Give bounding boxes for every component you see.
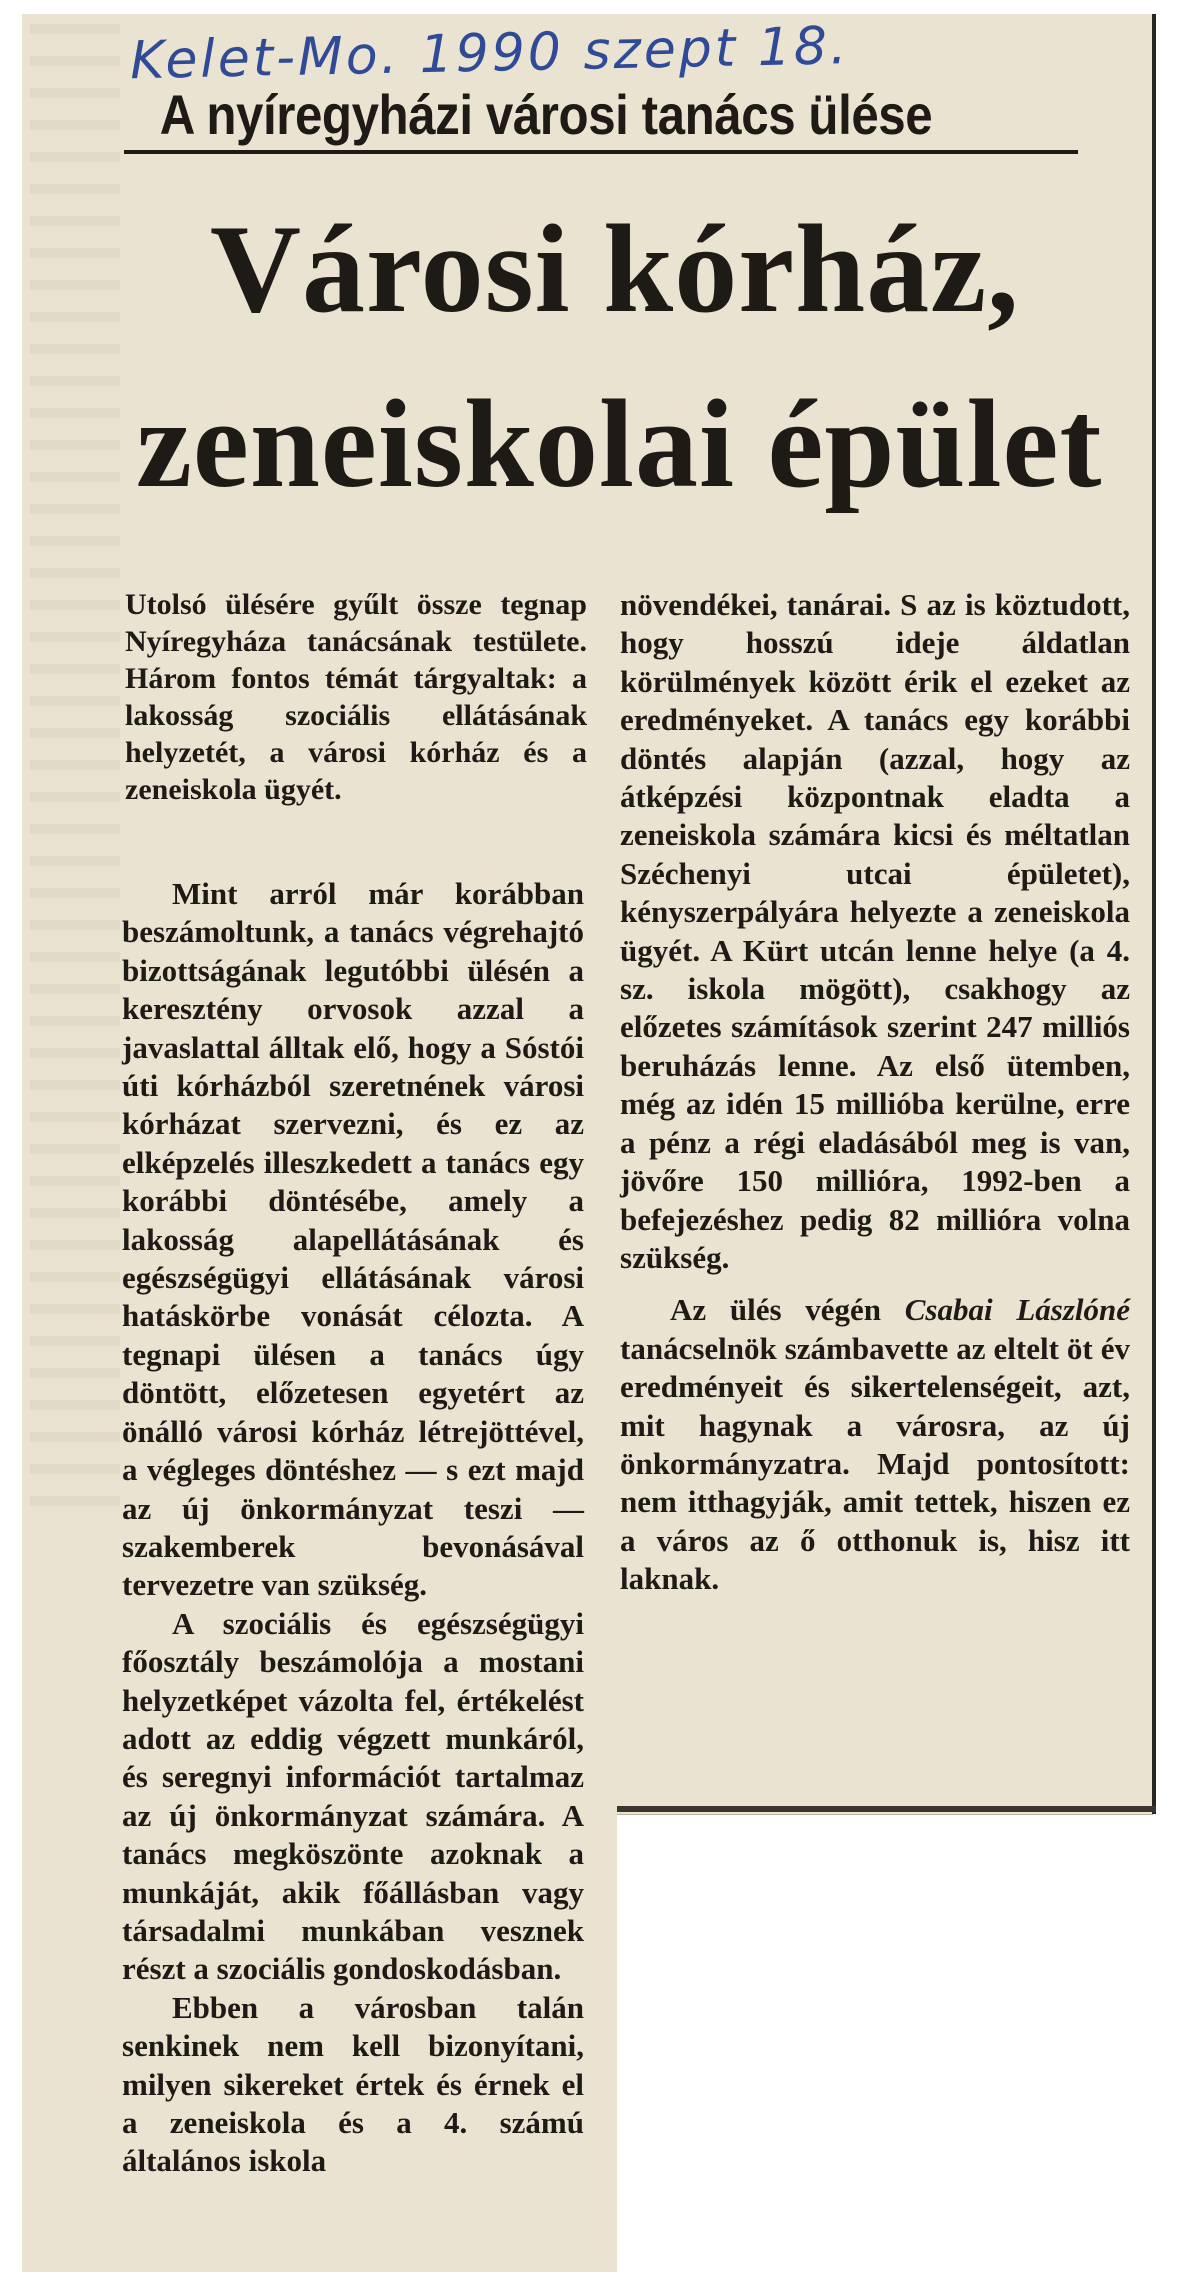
clipping-edge bbox=[617, 1806, 1156, 1812]
paragraph: növendékei, tanárai. S az is köztudott, hogy hosszú ideje áldatlan körülmények között érik el ezeket az eredményeket. A tanács egy korábbi döntés alapján (azzal, hogy az átképzési központnak eladta a zeneiskola számára kicsi és méltatlan Széchenyi utcai épületet), kényszerpályára helyezte a zeneiskola ügyét. A Kürt utcán lenne helye (a 4. sz. iskola mögött), csakhogy az előzetes számítások szerint 247 milliós beruházás lenne. Az első ütemben, még az idén 15 millióba kerülne, erre a pénz a régi eladásából meg is van, jövőre 150 millióra, 1992-ben a befejezéshez pedig 82 millióra volna szükség. bbox=[620, 587, 1130, 1275]
kicker-rule bbox=[124, 150, 1078, 154]
paragraph: Mint arról már korábban beszámoltunk, a tanács végrehajtó bizottságának legutóbbi ülésén a keresztény orvosok azzal a javaslattal álltak elő, hogy a Sóstói úti kórházból szeretnének városi kórházat szervezni, és ez az elképzelés illeszkedett a tanács egy korábbi döntésébe, amely a lakosság alapellátásának és egészségügyi ellátásának városi hatáskörbe vonását célozta. A tegnapi ülésen a tanács úgy döntött, előzetesen egyetért az önálló városi kórház létrejöttével, a végleges döntéshez — s ezt majd az új önkormányzat teszi — szakemberek bevonásával tervezetre van szükség. bbox=[122, 876, 584, 1603]
bleed-through-text bbox=[30, 24, 120, 1524]
column-rule bbox=[1152, 14, 1156, 1814]
left-column bbox=[122, 875, 584, 2181]
paragraph: A szociális és egészségügyi főosztály beszámolója a mostani helyzetképet vázolta fel, értékelést adott az eddig végzett munkáról, és seregnyi információt tartalmaz az új önkormányzat számára. A tanács megköszönte azoknak a munkáját, akik főállásban vagy társadalmi munkában vesznek részt a szociális gondoskodásban. bbox=[122, 1605, 584, 1987]
paragraph-intro: Az ülés végén bbox=[670, 1292, 905, 1328]
handwritten-source-note: Kelet-Mo. 1990 szept 18. bbox=[129, 16, 851, 92]
paragraph: Ebben a városban talán senkinek nem kell bizonyítani, milyen sikereket értek és érnek el a zeneiskola és a 4. számú általános iskola bbox=[122, 1989, 584, 2179]
headline-line-2: zeneiskolai épület bbox=[136, 375, 1103, 514]
lead-text: Utolsó ülésére gyűlt össze tegnap Nyíregyháza tanácsának testülete. Három fontos témát tárgyaltak: a lakosság szociális ellátásának helyzetét, a városi kórház és a zeneiskola ügyét. bbox=[125, 588, 587, 806]
headline-line-1: Városi kórház, bbox=[210, 200, 1020, 339]
right-column bbox=[620, 586, 1130, 1599]
kicker-headline: A nyíregyházi városi tanács ülése bbox=[159, 83, 933, 146]
lead-paragraph bbox=[125, 586, 587, 808]
paragraph-body: tanácselnök számbavette az eltelt öt év eredményeit és sikertelenségeit, azt, mit hagynak a városra, az új önkormányzatra. Majd pontosított: nem itthagyják, amit tettek, hiszen ez a város az ő otthonuk is, hisz itt laknak. bbox=[620, 1330, 1130, 1597]
person-name: Csabai Lászlóné bbox=[904, 1292, 1130, 1328]
paragraph bbox=[620, 1291, 1130, 1598]
